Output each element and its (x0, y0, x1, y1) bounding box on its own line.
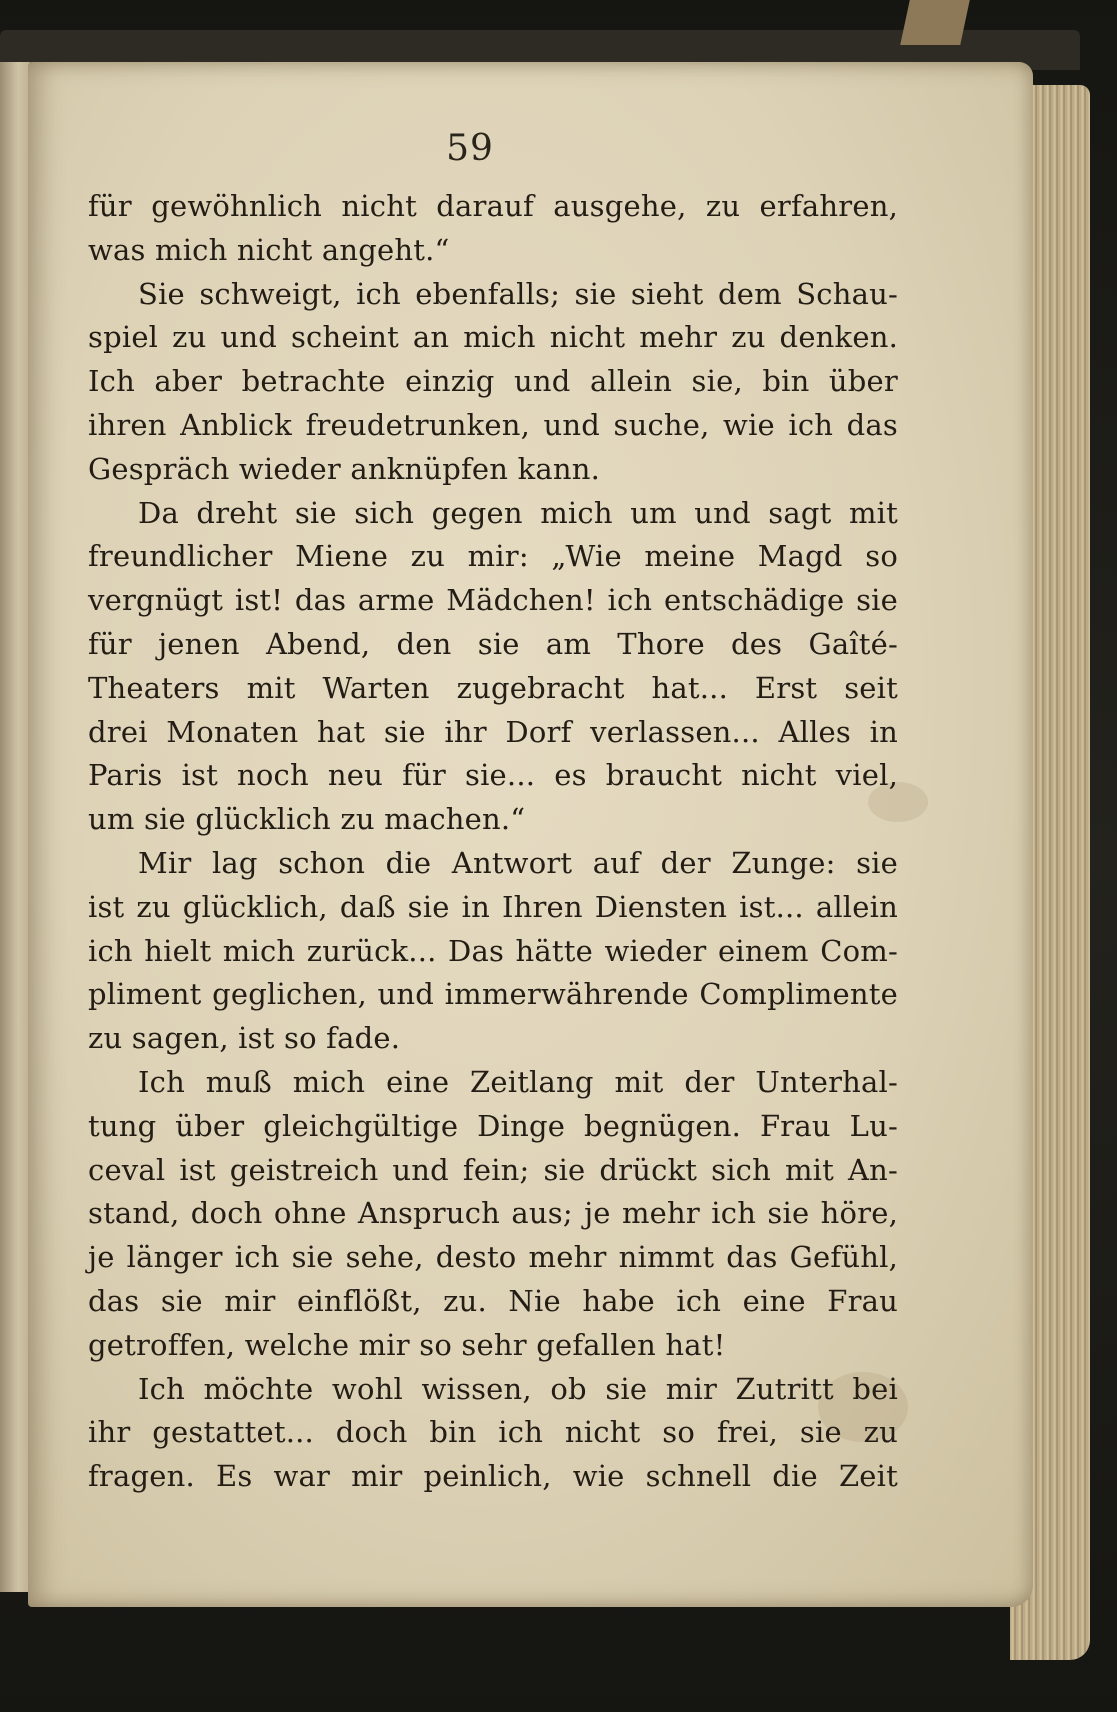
text-line: tung über gleichgültige Dinge begnügen. Frau Lu- (88, 1108, 898, 1143)
text-line: drei Monaten hat sie ihr Dorf verlassen... Alles in (88, 714, 898, 749)
text-line: ihr gestattet... doch bin ich nicht so frei, sie zu (88, 1415, 898, 1450)
text-line: vergnügt ist! das arme Mädchen! ich entschädige sie (88, 583, 898, 618)
text-line: ceval ist geistreich und fein; sie drückt sich mit An- (88, 1152, 898, 1187)
text-line: was mich nicht angeht.“ (88, 232, 450, 267)
text-line: ihren Anblick freudetrunken, und suche, wie ich das (88, 407, 898, 442)
text-line: getroffen, welche mir so sehr gefallen hat! (88, 1327, 726, 1362)
cover-tab (900, 0, 970, 45)
text-line: Ich aber betrachte einzig und allein sie, bin über (88, 364, 898, 399)
text-line: fragen. Es war mir peinlich, wie schnell die Zeit (88, 1459, 898, 1494)
text-line: je länger ich sie sehe, desto mehr nimmt das Gefühl, (88, 1240, 898, 1275)
text-line: stand, doch ohne Anspruch aus; je mehr ich sie höre, (88, 1196, 898, 1231)
page-text (88, 185, 898, 1499)
text-line: Theaters mit Warten zugebracht hat... Erst seit (88, 670, 898, 705)
text-line: ich hielt mich zurück... Das hätte wieder einem Com- (88, 933, 898, 968)
text-line: Ich muß mich eine Zeitlang mit der Unterhal- (138, 1064, 898, 1099)
text-line: zu sagen, ist so fade. (88, 1021, 401, 1056)
text-line: Gespräch wieder anknüpfen kann. (88, 451, 601, 486)
text-line: Paris ist noch neu für sie... es braucht nicht viel, (88, 758, 898, 793)
text-line: das sie mir einflößt, zu. Nie habe ich eine Frau (88, 1283, 898, 1318)
text-line: spiel zu und scheint an mich nicht mehr zu denken. (88, 320, 898, 355)
text-line: für gewöhnlich nicht darauf ausgehe, zu erfahren, (88, 189, 898, 223)
page-number: 59 (446, 128, 494, 169)
text-line: Sie schweigt, ich ebenfalls; sie sieht dem Schau- (138, 276, 898, 311)
text-line: ist zu glücklich, daß sie in Ihren Diensten ist... allein (88, 889, 898, 924)
text-line: Mir lag schon die Antwort auf der Zunge: sie (138, 845, 898, 880)
left-page-edge (0, 62, 30, 1592)
text-line: um sie glücklich zu machen.“ (88, 802, 526, 837)
text-line: Da dreht sie sich gegen mich um und sagt mit (138, 495, 898, 530)
text-line: freundlicher Miene zu mir: „Wie meine Magd so (88, 539, 898, 574)
text-line: Ich möchte wohl wissen, ob sie mir Zutritt bei (138, 1371, 898, 1406)
text-line: pliment geglichen, und immerwährende Complimente (88, 977, 898, 1012)
text-line: für jenen Abend, den sie am Thore des Gaîté- (88, 626, 898, 661)
